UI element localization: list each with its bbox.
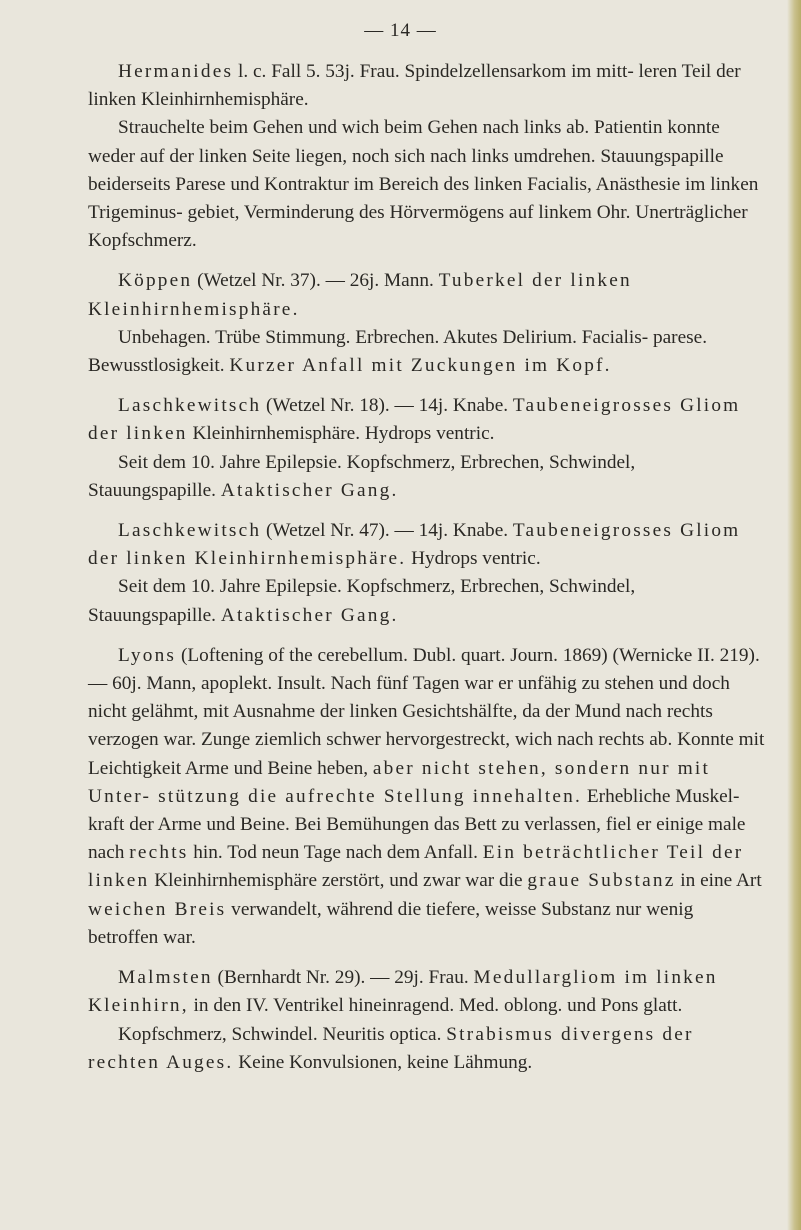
emphasized-text: Ein beträchtlicher Teil der linken [88, 842, 744, 892]
emphasized-text: Laschkewitsch [118, 395, 262, 417]
paragraph-hermanides-symptoms [88, 114, 768, 255]
emphasized-text: Taubeneigrosses Gliom der linken [88, 395, 741, 445]
emphasized-text: Medullargliom im linken Kleinhirn, [88, 967, 718, 1017]
text-run: Unbehagen. Trübe Stimmung. Erbrechen. Akutes Delirium. Facialis- parese. Bewusstlosigkeit. [88, 326, 708, 377]
text-run: in den IV. Ventrikel hineinragend. Med. oblong. und Pons glatt. [188, 995, 683, 1017]
paragraph-koeppen-symptoms [88, 324, 768, 380]
text-run: Kleinhirnhemisphäre zerstört, und zwar war die [149, 870, 528, 892]
text-run: Hydrops ventric. [406, 548, 541, 570]
emphasized-text: Lyons [118, 644, 177, 666]
paragraph-koeppen-case [88, 267, 768, 323]
text-run: in eine Art [675, 870, 762, 892]
text-run: Erhebliche Muskel- kraft der Arme und Beine. Bei Bemühungen das Bett zu verlassen, fiel er einige male nach [88, 785, 746, 864]
emphasized-text: graue Substanz [527, 870, 676, 892]
text-run: (Wetzel Nr. 47). — 14j. Knabe. [261, 520, 513, 542]
text-run: l. c. Fall 5. 53j. Frau. Spindelzellensarkom im mitt- leren Teil der linken Kleinhirnhemisphäre. [88, 61, 741, 111]
emphasized-text: rechts [129, 842, 189, 864]
text-run: (Loftening of the cerebellum. Dubl. quart. Journ. 1869) (Wernicke II. 219). — 60j. Mann, apoplekt. Insult. Nach fünf Tagen war er unfähig zu stehen und doch nicht gelähmt, mit Ausnahme der linken Gesichtshälfte, da der Mund nach rechts verzogen war. Zunge ziemlich schwer hervorgestreckt, wich nach rechts ab. Konnte mit Leichtigkeit Arme und Beine heben, [88, 644, 765, 779]
paragraph-lyons-case [88, 642, 768, 952]
text-run: Seit dem 10. Jahre Epilepsie. Kopfschmerz, Erbrechen, Schwindel, Stauungspapille. [88, 576, 636, 626]
emphasized-text: Tuberkel der linken Kleinhirnhemisphäre. [88, 270, 632, 320]
paragraph-malmsten-case [88, 964, 768, 1020]
emphasized-text: Kurzer Anfall mit Zuckungen im Kopf. [229, 355, 612, 377]
emphasized-text: Ataktischer Gang. [220, 479, 399, 501]
paragraph-laschkewitsch-47-case [88, 517, 768, 573]
emphasized-text: Hermanides [118, 61, 234, 82]
paragraph-hermanides-case [88, 58, 768, 114]
paragraph-laschkewitsch-18-case [88, 392, 768, 448]
page-number-header: — 14 — [364, 20, 437, 41]
emphasized-text: Köppen [118, 270, 193, 292]
text-run: verwandelt, während die tiefere, weisse Substanz nur wenig betroffen war. [88, 898, 694, 948]
emphasized-text: Strabismus divergens der rechten Auges. [88, 1023, 694, 1073]
text-run: (Wetzel Nr. 37). — 26j. Mann. [192, 270, 439, 292]
text-run: (Wetzel Nr. 18). — 14j. Knabe. [261, 395, 513, 417]
text-run: Seit dem 10. Jahre Epilepsie. Kopfschmerz, Erbrechen, Schwindel, Stauungspapille. [88, 451, 636, 501]
text-run: Strauchelte beim Gehen und wich beim Gehen nach links ab. Patientin konnte weder auf der linken Seite liegen, noch sich nach links umdrehen. Stauungspapille beiderseits Parese und Kontraktur im Bereich des linken Facialis, Anästhesie im linken Trigeminus- gebiet, Verminderung des Hörvermögens auf linkem Ohr. Unerträglicher Kopfschmerz. [88, 117, 759, 252]
emphasized-text: weichen Breis [88, 898, 227, 920]
text-run: Kleinhirnhemisphäre. Hydrops ventric. [187, 423, 495, 445]
emphasized-text: aber nicht stehen, sondern nur mit Unter- stützung die aufrechte Stellung innehalten. [88, 757, 711, 807]
paragraph-laschkewitsch-18-symptoms [88, 449, 768, 505]
text-run: hin. Tod neun Tage nach dem Anfall. [188, 842, 483, 864]
emphasized-text: Laschkewitsch [118, 520, 262, 542]
text-run: Keine Konvulsionen, keine Lähmung. [233, 1051, 533, 1073]
paragraph-malmsten-symptoms [88, 1021, 768, 1077]
emphasized-text: Malmsten [118, 967, 213, 989]
text-run: Kopfschmerz, Schwindel. Neuritis optica. [118, 1023, 447, 1045]
body-text [88, 58, 768, 1077]
emphasized-text: Ataktischer Gang. [220, 604, 399, 626]
paragraph-laschkewitsch-47-symptoms [88, 573, 768, 629]
text-run: (Bernhardt Nr. 29). — 29j. Frau. [212, 967, 474, 989]
page-edge-shadow [787, 0, 801, 1230]
emphasized-text: Taubeneigrosses Gliom der linken Kleinhirnhemisphäre. [88, 520, 741, 570]
